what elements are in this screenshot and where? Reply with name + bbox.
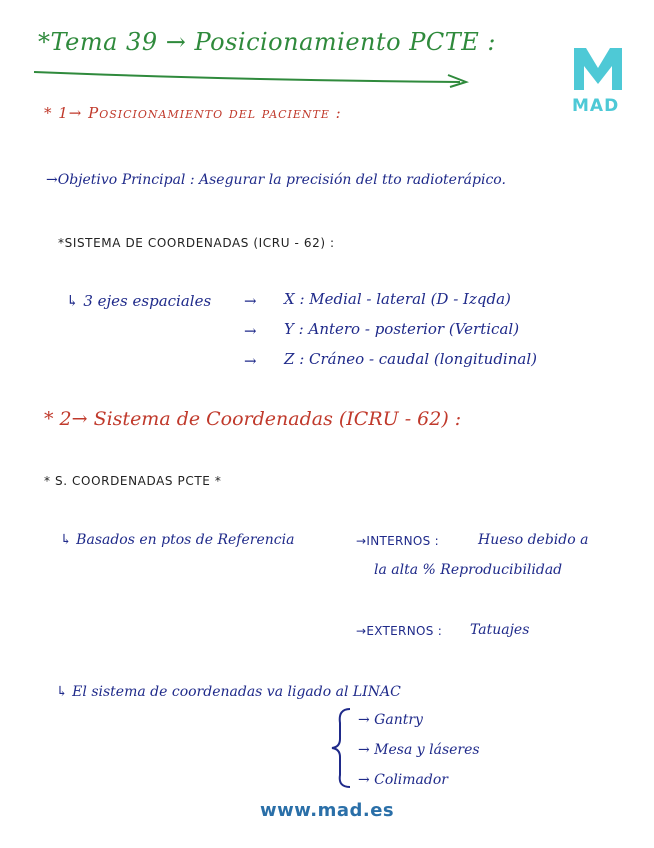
coords-heading: *SISTEMA DE COORDENADAS (ICRU - 62) :	[58, 236, 335, 250]
patient-coords-heading: * S. COORDENADAS PCTE *	[44, 474, 222, 488]
axes-intro: ↳ 3 ejes espaciales	[66, 292, 212, 310]
page-title: *Tema 39 → Posicionamiento PCTE :	[38, 28, 496, 56]
internal-label: →INTERNOS :	[356, 534, 440, 548]
external-label: →EXTERNOS :	[356, 624, 443, 638]
linac-line: ↳ El sistema de coordenadas va ligado al LINAC	[56, 684, 401, 700]
axis-z-arrow: →	[244, 352, 257, 370]
section-1-heading: * 1→ Posicionamiento del paciente :	[44, 104, 342, 122]
footer-url[interactable]: www.mad.es	[260, 800, 395, 821]
external-text: Tatuajes	[470, 622, 530, 638]
axis-x-arrow: →	[244, 292, 257, 310]
internal-text-1: Hueso debido a	[478, 532, 589, 548]
axis-y: Y : Antero - posterior (Vertical)	[284, 320, 520, 338]
section-2-heading: * 2→ Sistema de Coordenadas (ICRU - 62) :	[44, 408, 462, 430]
logo-text: MAD	[572, 96, 620, 116]
axis-x: X : Medial - lateral (D - Izqda)	[284, 290, 511, 308]
linac-item-gantry: → Gantry	[358, 712, 423, 728]
linac-item-colimador: → Colimador	[358, 772, 448, 788]
objective-line: →Objetivo Principal : Asegurar la precisión del tto radioterápico.	[46, 172, 506, 188]
axis-y-arrow: →	[244, 322, 257, 340]
curly-brace-icon	[330, 705, 356, 791]
linac-item-mesa: → Mesa y láseres	[358, 742, 480, 758]
based-on-line: ↳ Basados en ptos de Referencia	[60, 532, 295, 548]
axis-z: Z : Cráneo - caudal (longitudinal)	[284, 350, 537, 368]
title-underline	[30, 66, 480, 88]
internal-text-2: la alta % Reproducibilidad	[374, 562, 563, 578]
